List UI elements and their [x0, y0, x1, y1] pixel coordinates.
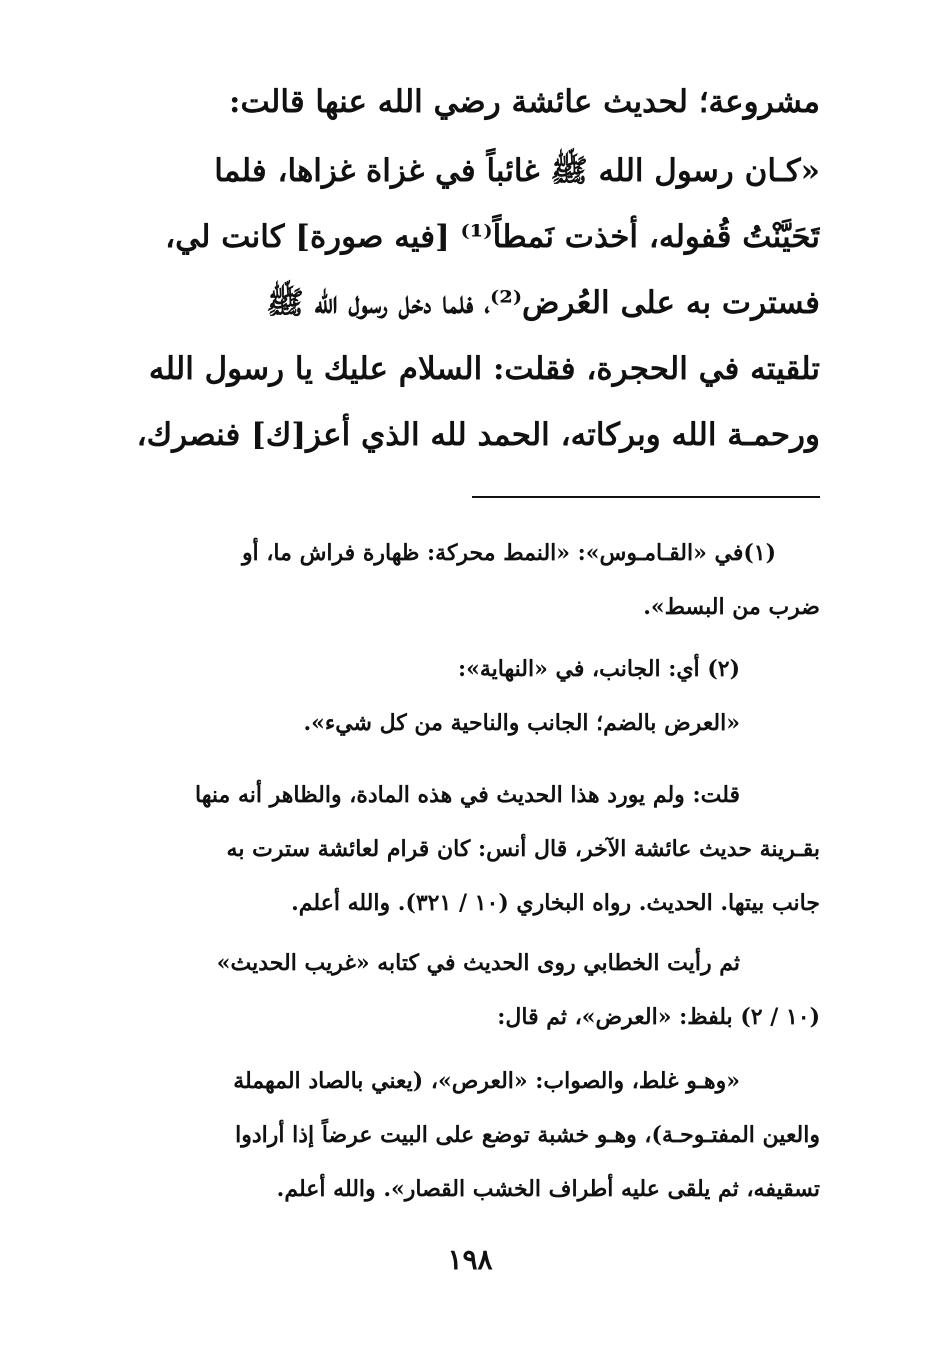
- note-1-line-1: قلت: ولم يورد هذا الحديث في هذه المادة، والظاهر أنه منها: [195, 782, 740, 808]
- footnote-2-line-1: (٢) أي: الجانب، في «النهاية»:: [458, 656, 740, 682]
- note-1-line-2: بقـرينة حديث عائشة الآخر، قال أنس: كان قرام لعائشة سترت به: [226, 836, 820, 862]
- note-1-line-3: جانب بيتها. الحديث. رواه البخاري (١٠ / ٣٢١). والله أعلم.: [291, 890, 820, 916]
- note-3-line-3: تسقيفه، ثم يلقى عليه أطراف الخشب القصار». والله أعلم.: [276, 1176, 820, 1202]
- footnote-1-line-1: (١)في «القـامـوس»: «النمط محركة: ظهارة فراش ما، أو: [241, 540, 776, 566]
- note-2-line-2: (١٠ / ٢) بلفظ: «العرض»، ثم قال:: [497, 1004, 820, 1030]
- main-line-2: «كـان رسول الله ﷺ غائباً في غزاة غزاها، فلما: [214, 153, 820, 189]
- main-text: [118, 74, 820, 468]
- note-2-line-1: ثم رأيت الخطابي روى الحديث في كتابه «غريب الحديث»: [216, 950, 740, 976]
- footnote-2-line-2: «العرض بالضم؛ الجانب والناحية من كل شيء».: [303, 710, 740, 736]
- main-line-5: تلقيته في الحجرة، فقلت: السلام عليك يا رسول الله: [148, 351, 820, 387]
- page-number: ١٩٨: [447, 1243, 493, 1276]
- main-line-4: فسترت به على العُرض⁽²⁾، فلما دخل رسول الله ﷺ: [266, 285, 820, 321]
- footnote-1: [118, 526, 820, 634]
- note-paragraph-2: [118, 936, 820, 1044]
- note-paragraph-1: [118, 768, 820, 930]
- footnote-2: [118, 642, 820, 750]
- main-line-6: ورحمـة الله وبركاته، الحمد لله الذي أعز[ك] فنصرك،: [136, 417, 820, 453]
- note-3-line-2: والعين المفتـوحـة)، وهـو خشبة توضع على البيت عرضاً إذا أرادوا: [235, 1122, 820, 1148]
- note-paragraph-3: [118, 1054, 820, 1216]
- main-line-3: تَحَيَّنْتُ قُفوله، أخذت نَمطاً⁽¹⁾ [فيه صورة] كانت لي،: [165, 219, 820, 255]
- footnote-divider: [472, 496, 820, 498]
- note-3-line-1: «وهـو غلط، والصواب: «العرص»، (يعني بالصاد المهملة: [233, 1068, 740, 1094]
- footnote-1-line-2: ضرب من البسط».: [643, 594, 820, 620]
- main-line-1: مشروعة؛ لحديث عائشة رضي الله عنها قالت:: [229, 84, 820, 120]
